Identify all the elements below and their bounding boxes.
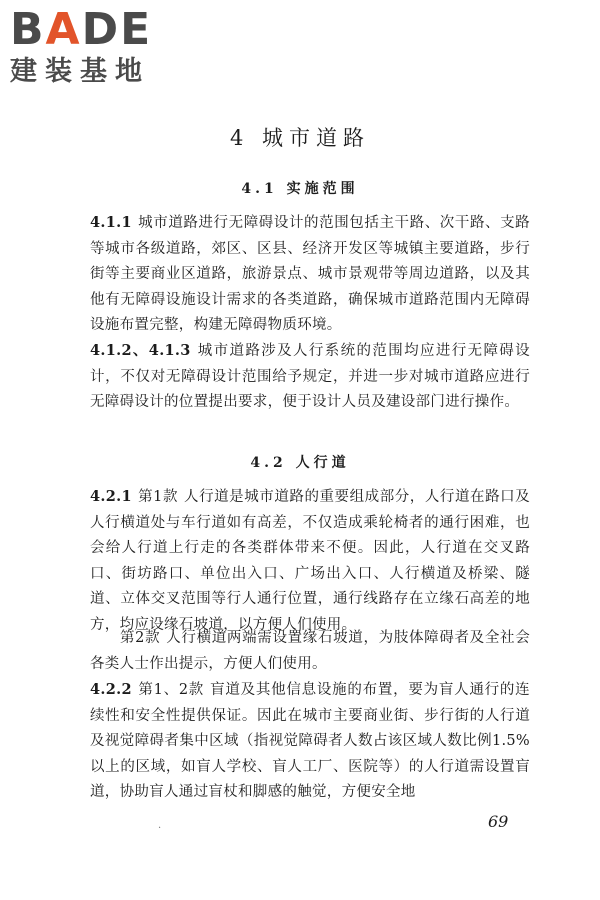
clause-number: 4.1.2、4.1.3 xyxy=(90,342,191,359)
footer-dot: . xyxy=(158,820,162,831)
chapter-title: 4 城市道路 xyxy=(229,126,371,150)
logo-chinese-text: 建装基地 xyxy=(10,56,150,87)
logo-latin-text: BADE xyxy=(10,4,153,55)
paragraph-text: 人行横道两端需设置缘石坡道，为肢体障碍者及全社会各类人士作出提示，方便人们使用。 xyxy=(90,630,530,672)
clause-number: 4.2.1 xyxy=(90,488,132,505)
clause-number: 4.2.2 xyxy=(90,681,132,698)
paragraph-4-2-1-item-2 xyxy=(90,626,530,677)
paragraph-text: 盲道及其他信息设施的布置，要为盲人通行的连续性和安全性提供保证。因此在城市主要商业街、步行街的人行道及视觉障碍者集中区域（指视觉障碍者人数占该区域人数比例1.5%以上的区域，如盲人学校、盲人工厂、医院等）的人行道需设置盲道，协助盲人通过盲杖和脚感的触觉，方便安全地 xyxy=(90,682,530,800)
paragraph-text: 人行道是城市道路的重要组成部分，人行道在路口及人行横道处与车行道如有高差，不仅造成乘轮椅者的通行困难，也会给人行道上行走的各类群体带来不便。因此，人行道在交叉路口、街坊路口、单位出入口、广场出入口、人行横道及桥梁、隧道、立体交叉范围等行人通行位置，通行线路存在立缘石高差的地方，均应设缘石坡道，以方便人们使用。 xyxy=(90,489,530,633)
clause-number: 4.1.1 xyxy=(90,214,132,231)
paragraph-4-2-1 xyxy=(90,484,530,638)
page-number: 69 xyxy=(488,812,509,831)
clause-label: 第1款 xyxy=(137,489,179,505)
section-title-4-1: 4.1 实施范围 xyxy=(241,181,359,197)
paragraph-4-2-2 xyxy=(90,677,530,806)
brand-logo xyxy=(10,6,180,88)
paragraph-4-1-1 xyxy=(90,210,530,339)
paragraph-text: 城市道路进行无障碍设计的范围包括主干路、次干路、支路等城市各级道路，郊区、区县、经济开发区等城镇主要道路，步行街等主要商业区道路，旅游景点、城市景观带等周边道路，以及其他有无障碍设施设计需求的各类道路，确保城市道路范围内无障碍设施布置完整，构建无障碍物质环境。 xyxy=(90,215,530,333)
section-title-4-2: 4.2 人行道 xyxy=(250,455,350,471)
paragraph-4-1-2 xyxy=(90,338,530,416)
paragraph-text: 城市道路涉及人行系统的范围均应进行无障碍设计，不仅对无障碍设计范围给予规定，并进一步对城市道路应进行无障碍设计的位置提出要求，便于设计人员及建设部门进行操作。 xyxy=(90,343,530,410)
clause-label: 第1、2款 xyxy=(137,682,205,698)
clause-label: 第2款 xyxy=(120,630,161,646)
